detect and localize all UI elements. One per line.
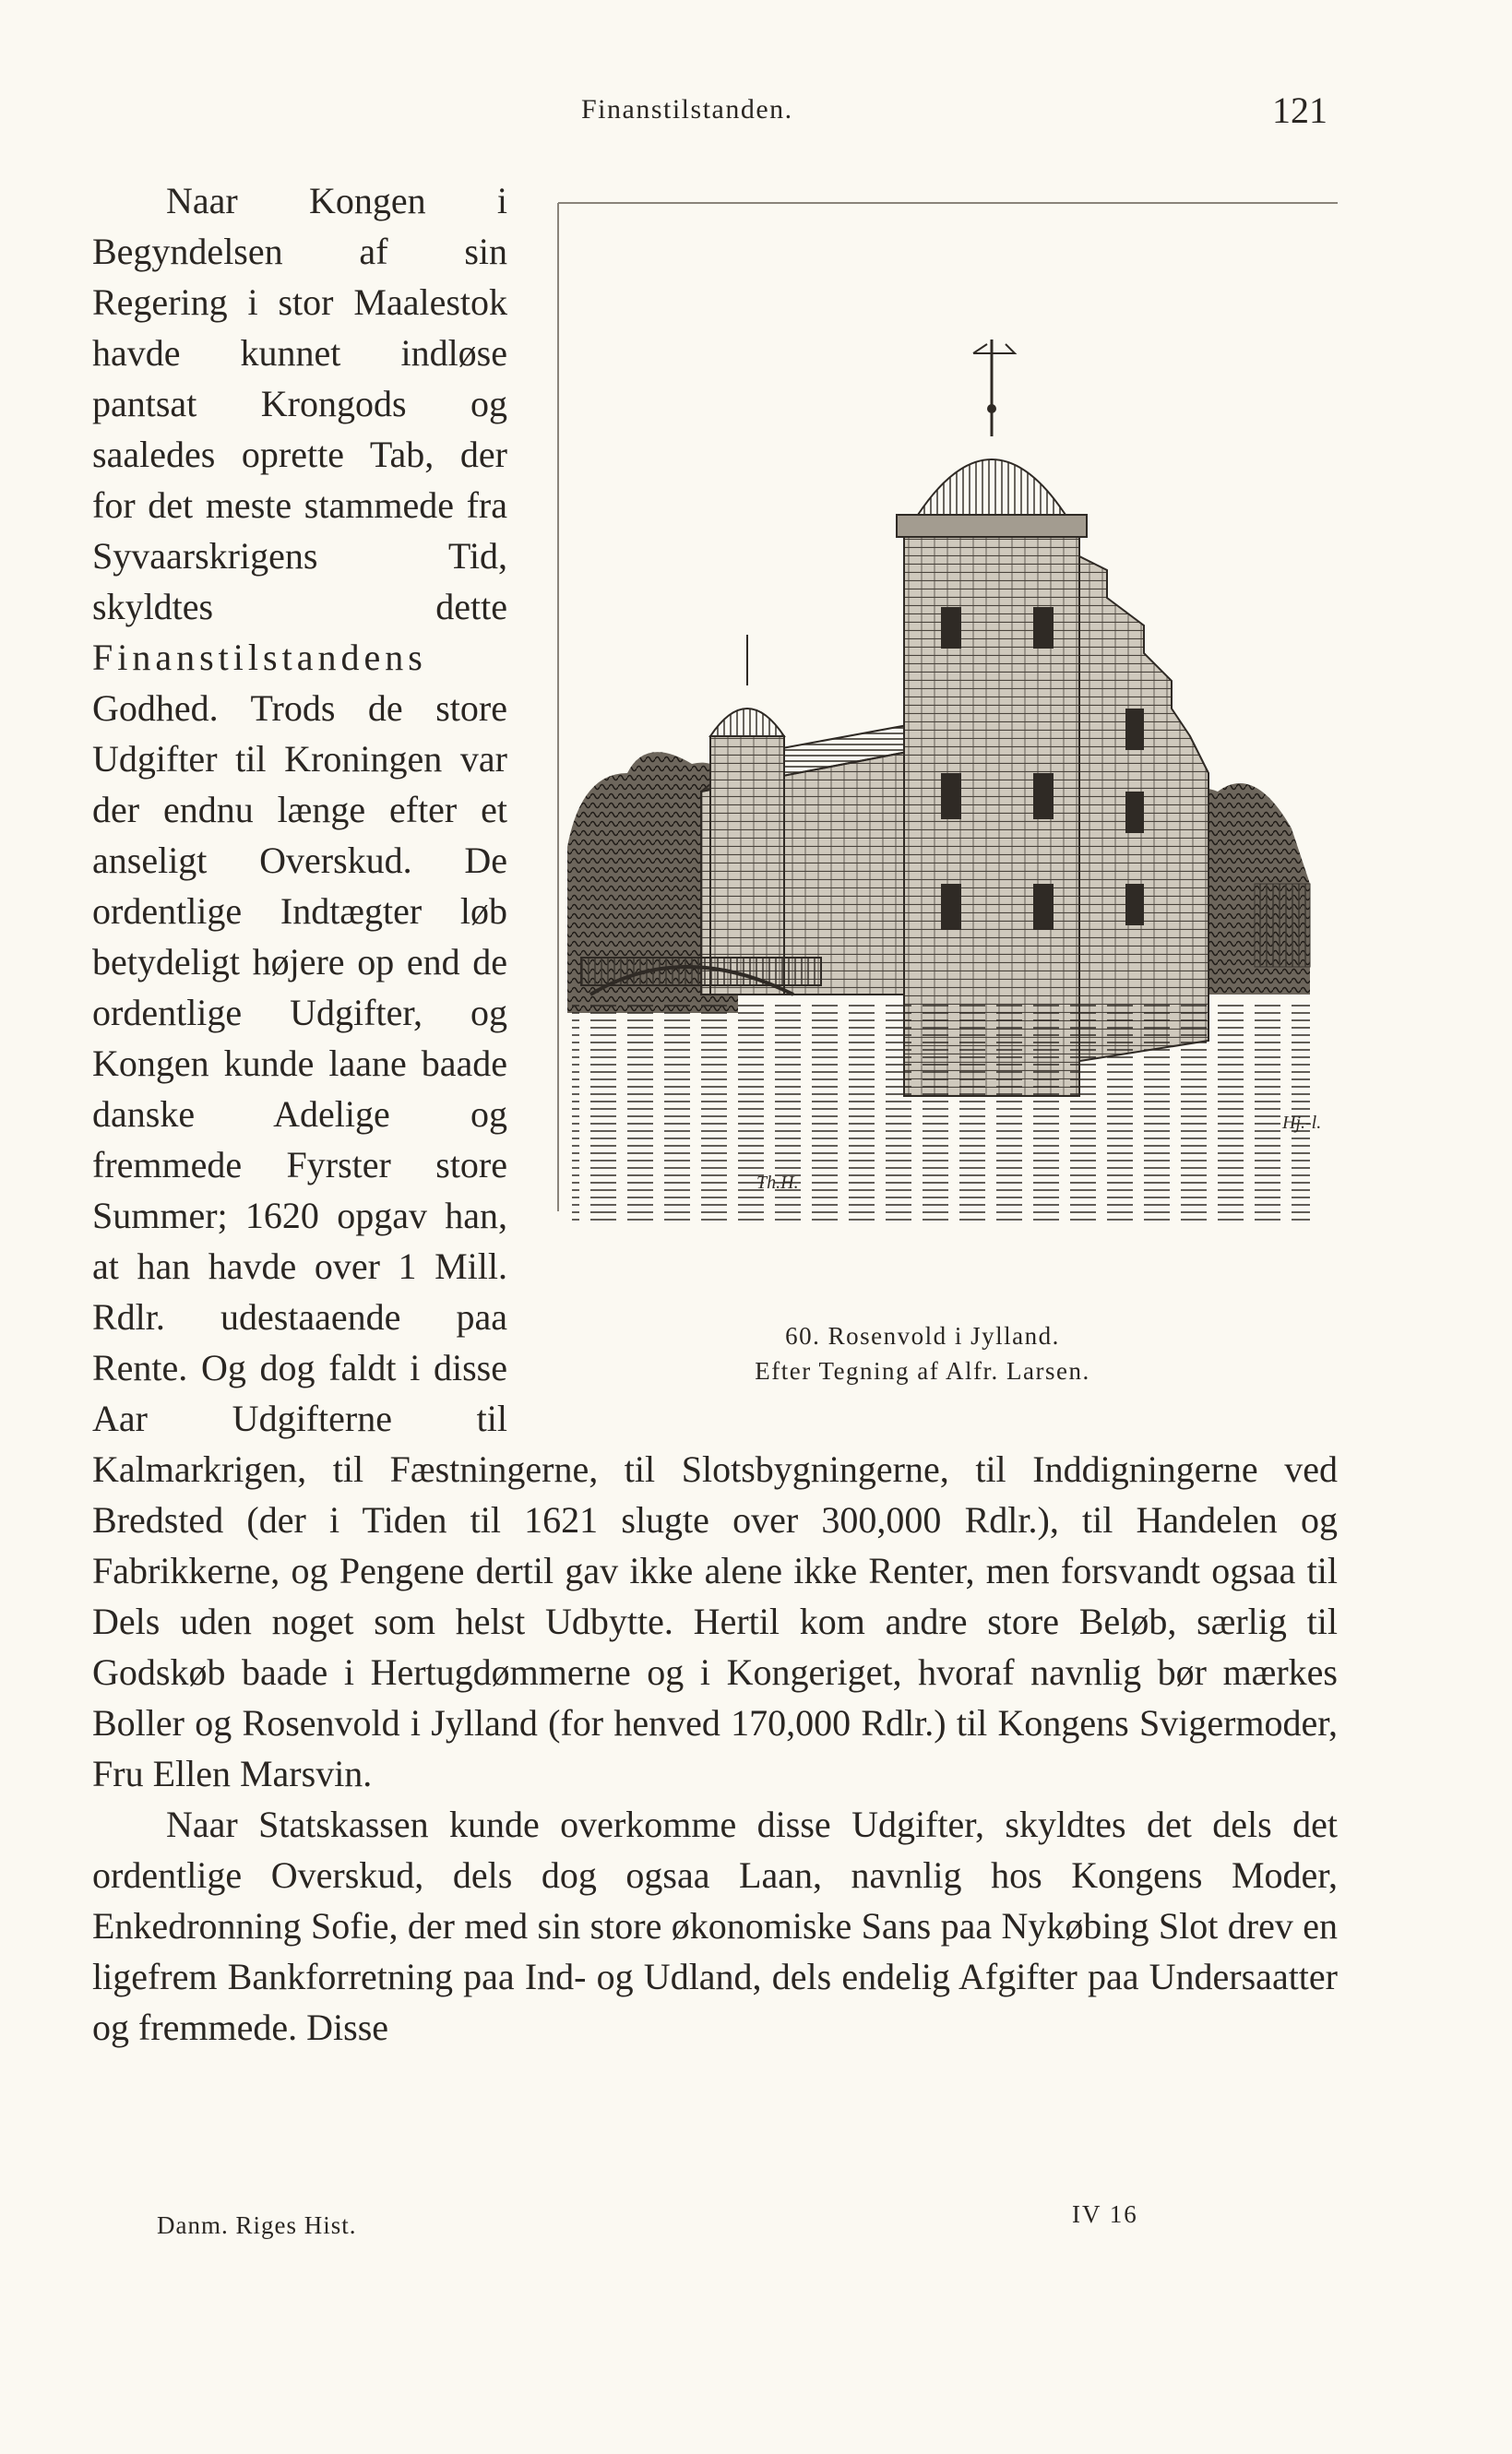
figure-caption-title: 60. Rosenvold i Jylland. <box>785 1322 1060 1350</box>
sheet-mark: IV 16 <box>1072 2200 1138 2228</box>
figure-caption-credit: Efter Tegning af Alfr. Larsen. <box>755 1357 1090 1385</box>
running-title: Finanstilstanden. <box>581 94 793 125</box>
house-right <box>1255 884 1310 967</box>
left-tower-dome <box>710 709 784 736</box>
tower-window <box>941 884 961 930</box>
body-text <box>92 175 1338 2053</box>
page-header <box>92 89 1327 135</box>
rosenvold-illustration <box>554 183 1338 1414</box>
gable-window <box>1125 709 1144 750</box>
weather-vane-icon <box>973 344 1015 353</box>
spire-ball <box>987 404 996 413</box>
tower-window <box>941 773 961 819</box>
paragraph-1-start: Naar Kongen i Begyndelsen af sin Regering i stor Maalestok havde kunnet indløse pantsat Krongods og saaledes oprette Tab, der for det meste stammede fra Syvaarskrigens Tid, skyldtes dette <box>92 180 507 627</box>
page-footer <box>92 2200 1153 2256</box>
artist-mark-right: Hj.-l. <box>1282 1113 1322 1133</box>
tower-window <box>941 607 961 649</box>
page-number: 121 <box>1272 89 1327 131</box>
main-tower-cornice <box>897 515 1087 537</box>
paragraph-1-rest: Godhed. Trods de store Udgifter til Kroningen var der endnu længe efter et anseligt Overskud. De ordentlige Indtægter løb betydeligt højere op end de ordentlige Udgifter, og Kongen kunde laane baade danske Adelige og fremmede Fyrster store Summer; 1620 opgav han, at han havde over 1 Mill. Rdlr. udestaaende paa Rente. Og dog faldt i disse Aar Udgifterne til Kalmarkrigen, til Fæstningerne, til Slotsbygningerne, til Inddigningerne ved Bredsted (der i Tiden til 1621 slugte over 300,000 Rdlr.), til Handelen og Fabrikkerne, og Pengene dertil gav ikke alene ikke Renter, men forsvandt ogsaa til Dels uden noget som helst Udbytte. Hertil kom andre store Beløb, særlig til Godskøb baade i Hertugdømmerne og i Kongeriget, hvoraf navnlig bør mærkes Boller og Rosenvold i Jylland (for henved 170,000 Rdlr.) til Kongens Svigermoder, Fru Ellen Marsvin. <box>92 687 1338 1794</box>
artist-mark-left: Th.H. <box>756 1173 799 1193</box>
main-tower-dome <box>918 459 1066 515</box>
gable-window <box>1125 884 1144 925</box>
tower-window <box>1033 607 1054 649</box>
emphasis-finanstilstandens: Finanstilstandens <box>92 637 427 678</box>
moat-water <box>572 1004 1310 1225</box>
tower-window <box>1033 884 1054 930</box>
figure-rosenvold <box>554 183 1338 1414</box>
signature-line: Danm. Riges Hist. <box>157 2211 357 2239</box>
tower-window <box>1033 773 1054 819</box>
left-tower <box>710 736 784 995</box>
gable-window <box>1125 792 1144 833</box>
paragraph-2: Naar Statskassen kunde overkomme disse Udgifter, skyldtes det dels det ordentlige Overskud, dels dog ogsaa Laan, navnlig hos Kongens Moder, Enkedronning Sofie, der med sin store økonomiske Sans paa Nykøbing Slot drev en ligefrem Bankforretning paa Ind- og Udland, dels endelig Afgifter paa Undersaatter og fremmede. Disse <box>92 1804 1338 2048</box>
